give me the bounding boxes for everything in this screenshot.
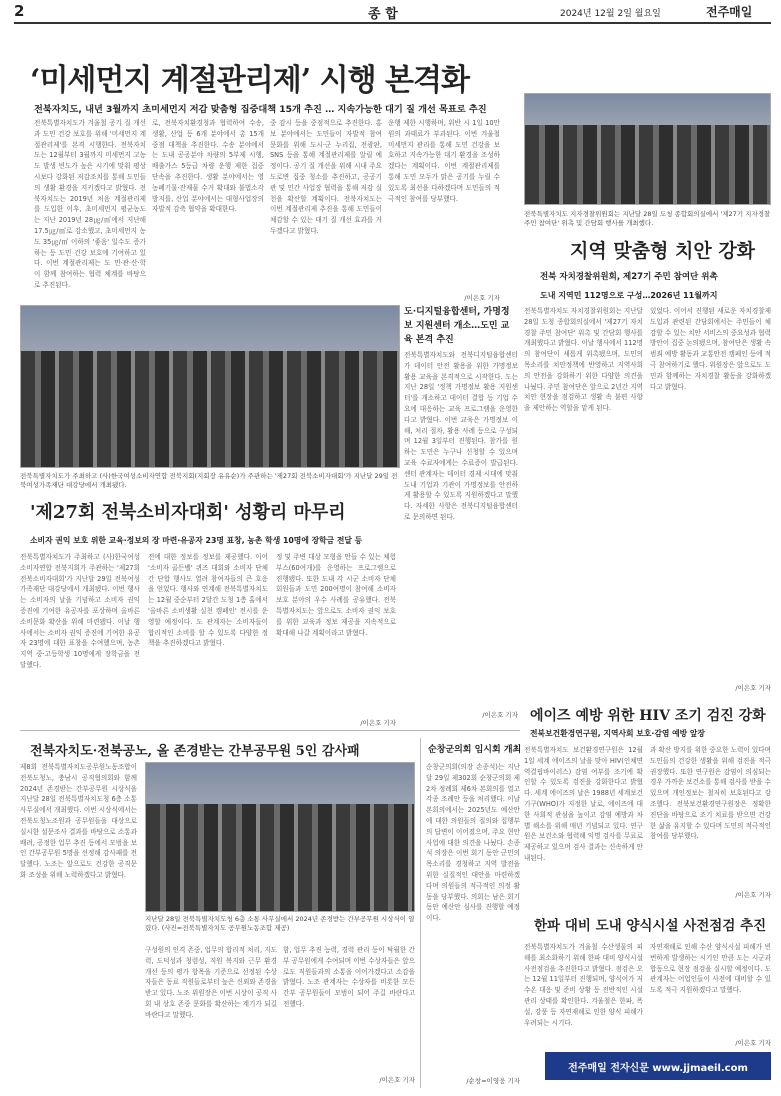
consumer-photo-caption: 전북특별자치도가 주최하고 (사)한국여성소비자연합 전북지회(지회장 유유순)가 주관하는 '제27회 전북소비자대회'가 지난달 29일 전북여성가족재단 대강당에서 개최됐다.	[20, 472, 398, 489]
datacenter-byline: /이은호 기자	[482, 711, 518, 719]
union-body-col3: 함, 업무 추진 능력, 경력 관리 등이 탁월한 간부 공무원에게 수여되며 이번 수상자들은 앞으로도 직원들과의 소통을 이어가겠다고 소감을 밝혔다. 노조 관계자는 수상자를 비롯한 모든 간부 공무원들이 모범이 되어 주길 바란다고 전했다.	[283, 946, 415, 1008]
section-name: 종 합	[368, 7, 398, 22]
hiv-subheadline: 전북보건환경연구원, 지역사회 보호·감염 예방 앞장	[530, 729, 705, 738]
police-subheadline-2: 도내 지역민 112명으로 구성…2026년 11월까지	[540, 291, 718, 300]
lead-body-col2: 로, 전북자치환경청과 협력하여 수송, 생활, 산업 등 6개 분야에서 총 15개 중점 대책을 추진한다. 수송 분야에서는 도내 공공분야 차량의 5부제 시행, 배출가스 5등급 차량 운행 제한 집중 단속을 추진한다. 생활 분야에서는 영농폐기물·잔재물 수거 확대와 불법소각 방지를, 산업 분야에서는 대형사업장의 자발적 감축 협약을 확대한다.	[152, 119, 264, 214]
sunchang-headline: 순창군의회 임시회 개최	[428, 745, 522, 755]
consumer-group-photo	[20, 305, 400, 468]
sunchang-body: 순창군의회(의장 손종석)는 지난달 29일 제302회 순창군의회 제2차 정례회 제6차 본회의를 열고 각종 조례안 등을 처리했다. 이날 본회의에서는 2025년도 예산안에 대한 의원들의 질의와 집행부의 답변이 이어졌으며, 주요 현안 사업에 대한 의견을 나눴다. 손종석 의장은 이번 회기 동안 군민의 목소리를 경청하고 지역 발전을 위한 실질적인 대안을 마련하겠다며 의원들의 적극적인 의정 활동을 당부했다. 의회는 남은 회기 동안 예산안 심사를 진행할 예정이다.	[426, 763, 520, 923]
police-headline: 지역 맞춤형 치안 강화	[570, 240, 756, 262]
datacenter-headline: 도·디지털융합센터, 가명정보 지원센터 개소…도민 교육 본격 추진	[404, 307, 510, 345]
union-headline: 전북자치도·전북공노, 올 존경받는 간부공무원 5인 감사패	[30, 744, 360, 759]
police-photo-caption: 전북특별자치도 지자경찰위원회는 지난달 28일 도청 종합회의실에서 '제27기 지자경찰 주민 참여단' 위촉 및 간담회 행사를 개최했다.	[524, 210, 771, 227]
lead-byline: /이은호 기자	[464, 294, 500, 302]
aquaculture-byline: /이은호 기자	[735, 1039, 771, 1047]
lead-body-col3: 중 감시 등을 중점적으로 추진한다. 홍보 분야에서는 도민들이 자발적 참여 문화를 위해 도시·군 누리집, 전광판, SNS 등을 통해 계절관리제를 알릴 예정이다. 공기 질 개선을 위해 시내 주요 도로변 집중 청소를 추진하고, 공공기관 및 민간 사업장 협력을 통해 저감 실천을 확산할 계획이다. 전북자치도는 이번 계절관리제 추진을 통해 도민들이 체감할 수 있는 대기 질 개선 효과를 거두겠다고 밝혔다.	[270, 119, 382, 235]
police-body-col1: 전북특별자치도 자치경찰위원회는 지난달 28일 도청 종합회의실에서 '제27기 자치경찰 주민 참여단' 위촉 및 간담회 행사를 개최했다고 밝혔다. 이날 행사에서 112명의 참여단이 새롭게 위촉됐으며, 도민의 목소리를 치안정책에 반영하고 지역사회의 안전을 강화하기 위한 다양한 의견을 나눴다. 주민 참여단은 앞으로 2년간 지역 치안 현장을 점검하고 생활 속 불편 사항을 제안하는 역할을 맡게 된다.	[524, 307, 643, 413]
e-paper-banner[interactable]: 전주매일 전자신문 www.jjmaeil.com	[545, 1052, 771, 1080]
column-divider	[420, 738, 421, 1088]
hiv-byline: /이은호 기자	[735, 891, 771, 899]
divider	[20, 730, 520, 731]
newspaper-brand: 전주매일	[706, 5, 753, 19]
aquaculture-body-col2: 자연재해로 인해 수산 양식시설 피해가 빈번하게 발생하는 시기인 만큼 도는 시군과 합동으로 현장 점검을 실시할 예정이다. 도 관계자는 어업인들이 사전에 대비할 수 있도록 적극 지원하겠다고 말했다.	[650, 943, 771, 995]
consumer-subheadline: 소비자 권익 보호 위한 교육·정보의 장 마련·유공자 23명 표창, 농촌 학생 10명에 장학금 전달 등	[30, 536, 363, 545]
police-byline: /이은호 기자	[735, 684, 771, 692]
award-group-photo	[145, 762, 415, 912]
issue-date: 2024년 12월 2일 월요일	[560, 9, 661, 19]
hiv-headline: 에이즈 예방 위한 HIV 조기 검진 강화	[530, 708, 766, 724]
sunchang-byline: /순창=이영웅 기자	[466, 1077, 520, 1085]
consumer-body-col1: 전북특별자치도가 주최하고 (사)한국여성소비자연합 전북지회가 주관하는 '제27회 전북소비자대회'가 지난달 29일 전북여성가족재단 대강당에서 개최됐다. 이번 행사는 소비자의 날을 기념하고 소비자 권익 증진에 기여한 유공자를 포상하며 올바른 소비문화 확산을 위해 마련됐다. 이날 행사에서는 소비자 권익 증진에 기여한 유공자 23명에 대한 표창을 수여했으며, 농촌 지역 중·고등학생 10명에게 장학금을 전달했다.	[20, 553, 140, 669]
consumer-headline: '제27회 전북소비자대회' 성황리 마무리	[30, 502, 346, 523]
police-body-col2: 있었다. 이어서 진행된 새로운 자치경찰제 도입과 관련된 간담회에서는 주민들이 체감할 수 있는 치안 서비스의 중요성과 협력 방안이 집중 논의됐으며, 참여단은 생활 속 범죄 예방 활동과 교통안전 캠페인 등에 적극 참여하기로 했다. 위원장은 앞으로도 도민과 함께하는 자치경찰 활동을 강화하겠다고 밝혔다.	[650, 307, 771, 391]
hiv-body-col1: 전북특별자치도 보건환경연구원은 12월 1일 세계 에이즈의 날을 맞아 HIV(인체면역결핍바이러스) 감염 여부를 조기에 확인할 수 있도록 검진을 강화한다고 밝혔다. 세계 에이즈의 날은 1988년 세계보건기구(WHO)가 지정한 날로, 에이즈에 대한 사회적 관심을 높이고 감염 예방과 차별 해소를 위해 매년 기념되고 있다. 연구원은 보건소와 협력해 익명 검사를 무료로 제공하고 있으며 검사 결과는 신속하게 안내된다.	[524, 746, 643, 862]
consumer-body-col2: 전에 대한 정보를 정보를 제공했다. 이어 '소비자 골든벨' 퀴즈 대회와 소비자 단체 간 단합 행사도 열려 참여자들의 큰 호응을 얻었다. 행사와 연계해 전북특별자치도는 12월 중순부터 2달간 도청 1층 홀에서 '올바른 소비생활 실천 캠페인' 전시를 운영할 예정이다. 도 관계자는 소비자들이 합리적인 소비를 할 수 있도록 다양한 정책을 추진하겠다고 밝혔다.	[148, 553, 268, 648]
police-group-photo	[524, 93, 771, 205]
hiv-body-col2: 과 확산 방지를 위한 중요한 노력이 있다며 도민들의 건강한 생활을 위해 검진을 적극 권장했다. 또한 연구원은 감염이 의심되는 경우 가까운 보건소를 통해 검사를 받을 수 있으며 개인정보는 철저히 보호된다고 강조했다. 전북보건환경연구원장은 정확한 진단을 바탕으로 조기 치료를 받으면 건강한 삶을 유지할 수 있다며 도민의 적극적인 참여를 당부했다.	[650, 746, 771, 841]
award-photo-caption: 지난달 28일 전북특별자치도청 6층 소통 사무실에서 2024년 존경받는 간부공무원 시상식이 열렸다. (사진=전북특별자치도 공무원노동조합 제공)	[145, 915, 415, 932]
consumer-body-col3: 정 및 주변 대상 모형을 만들 수 있는 체험 부스(60여개)를 운영하는 프로그램으로 진행됐다. 또한 도내 각 시군 소비자 단체 회원들과 도민 200여명이 참여해 소비자 보호 분야의 우수 사례를 공유했다. 전북특별자치도는 앞으로도 소비자 권익 보호를 위한 교육과 정보 제공을 지속적으로 확대해 나갈 계획이라고 밝혔다.	[276, 553, 396, 637]
aquaculture-headline: 한파 대비 도내 양식시설 사전점검 추진	[534, 918, 767, 934]
consumer-byline: /이은호 기자	[360, 719, 396, 727]
lead-body-col1: 전북특별자치도가 겨울철 공기 질 개선과 도민 건강 보호를 위해 '미세먼지 계절관리제'를 본격 시행한다. 전북자치도는 12월부터 3월까지 미세먼지 고농도 발생 빈도가 높은 시기에 맞춰 평상시보다 강화된 저감조치를 통해 도민들의 생활 환경을 지키겠다고 밝혔다. 전북자치도는 2019년 처음 계절관리제를 도입한 이후, 초미세먼지 평균농도는 지난 2019년 28㎍/㎥에서 지난해 17.5㎍/㎥로 감소했고, 초미세먼지 농도 35㎍/㎥ 이하의 '좋음' 일수도 증가하는 등 도민 건강 보호에 기여하고 있다. 이번 계절관리제는 도 민·관·산·학이 함께 참여하는 협력 체계를 바탕으로 추진된다.	[34, 119, 146, 289]
datacenter-body: 전북특별자치도와 전북디지털융합센터가 데이터 안전 활용을 위한 가명정보 활용 교육을 본격적으로 시작한다. 도는 지난 28일 '정책 가명정보 활용 지원센터'를 개소하고 데이터 결합 등 기업 수요에 대응하는 교육 프로그램을 운영한다고 밝혔다. 이번 교육은 가명정보 이해, 처리 절차, 활용 사례 등으로 구성되며 12월 3일부터 진행된다. 참가를 원하는 도민은 누구나 신청할 수 있으며 교육 수료자에게는 수료증이 발급된다. 센터 관계자는 데이터 경제 시대에 맞춰 도내 기업과 기관이 가명정보를 안전하게 활용할 수 있도록 지원하겠다고 말했다. 자세한 사항은 전북디지털융합센터로 문의하면 된다.	[404, 351, 518, 521]
union-body-col1: 제8회 전북특별자치도공무원노동조합이 전북도청노, 충남시 공직협의회와 함께 2024년 존경받는 간부공무원 시상식을 지난달 28일 전북특별자치도청 6층 소통 사무실에서 개최했다. 이번 시상식에서는 전북도청노조원과 공무원들을 대상으로 실시한 설문조사 결과를 바탕으로 소통과 배려, 공정한 업무 추진 등에서 모범을 보인 간부공무원 5명을 선정해 감사패를 전달했다. 노조는 앞으로도 건강한 공직문화 조성을 위해 노력하겠다고 밝혔다.	[20, 763, 137, 879]
lead-body-col4: 운행 제한 시행하며, 위반 시 1일 10만 원의 과태료가 부과된다. 이번 겨울철 미세먼지 관리를 통해 도민 건강을 보호하고 지속가능한 대기 환경을 조성하겠다는 계획이다. 이번 계절관리제를 통해 도민 모두가 맑은 공기를 누릴 수 있도록 최선을 다하겠다며 도민들의 적극적인 참여를 당부했다.	[388, 119, 500, 203]
police-subheadline: 전북 자치경찰위원회, 제27기 주민 참여단 위촉	[540, 272, 718, 282]
header-rule	[14, 22, 771, 24]
aquaculture-body-col1: 전북특별자치도가 겨울철 수산생물의 피해를 최소화하기 위해 한파 대비 양식시설 사전점검을 추진한다고 밝혔다. 점검은 오는 12월 11일부터 진행되며, 양식어가 저수온 대응 및 준비 상황 등 전반적인 시설 관리 상태를 확인한다. 겨울철은 한파, 폭설, 강풍 등 자연재해로 인한 양식 피해가 우려되는 시기다.	[524, 943, 643, 1027]
page-number: 2	[14, 2, 25, 20]
lead-subheadline: 전북자치도, 내년 3월까지 초미세먼지 저감 맞춤형 집중대책 15개 추진 … 지속가능한 대기 질 개선 목표로 추진	[34, 104, 487, 115]
union-byline: /이은호 기자	[379, 1076, 415, 1084]
union-body-col2: 구성원의 인격 존중, 업무의 합리적 처리, 지도력, 도덕성과 청렴성, 직원 복지와 근무 환경 개선 등의 평가 항목을 기준으로 선정된 수상자들은 동료 직원들로부터 높은 신뢰와 존경을 받고 있다. 노조 위원장은 이번 시상이 공직 사회 내 상호 존중 문화를 확산하는 계기가 되길 바란다고 말했다.	[145, 946, 277, 1019]
lead-headline: ‘미세먼지 계절관리제’ 시행 본격화	[30, 63, 469, 98]
